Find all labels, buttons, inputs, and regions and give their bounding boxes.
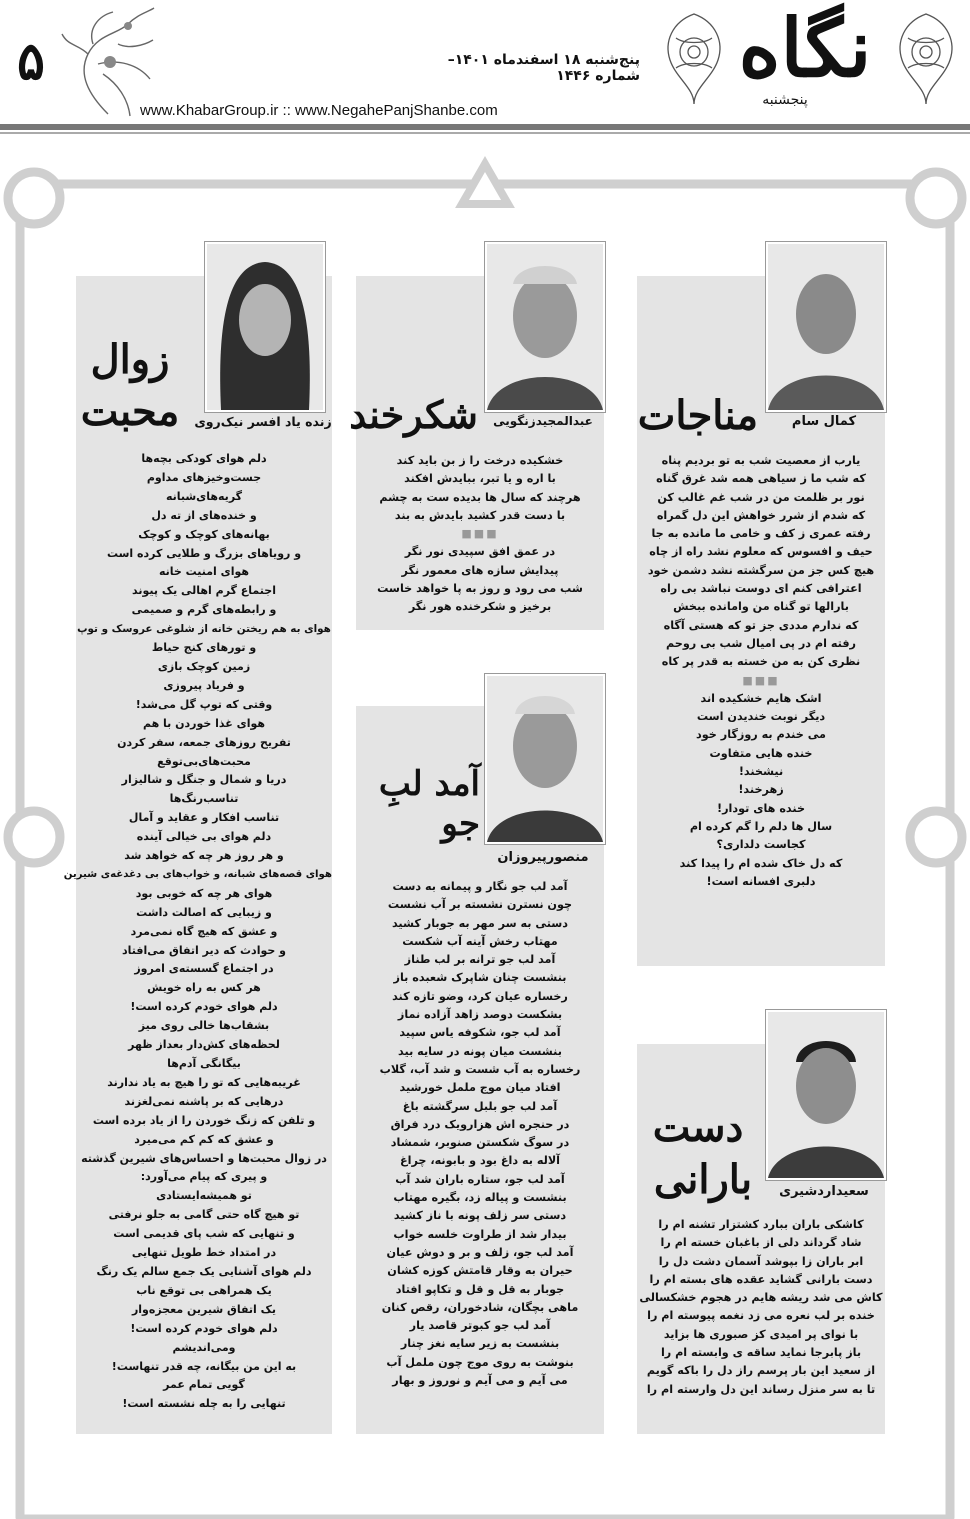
poem-line: رفته عمری ز کف و خامی ما مانده به جا (651, 527, 871, 541)
author-photo-kamal-sam (766, 242, 886, 412)
poem-line: آلاله به داغ بود و بابونه، چراغ (400, 1154, 560, 1168)
poem-line: با نوای پر امیدی کز صبوری ها بزاید (663, 1327, 859, 1341)
poem-line: ابر باران زا بپوشد آسمان دشت دل را (658, 1254, 864, 1268)
page-number: ۵ (17, 31, 45, 92)
poem-line: خنده بر لب نعره می زد نغمه پیوسته ام را (647, 1309, 875, 1323)
author-name-ardeshiri: سعیداردشیری (779, 1184, 869, 1199)
website-urls[interactable]: www.KhabarGroup.ir :: www.NegahePanjShanbe.com (140, 102, 498, 119)
poem-line: بنوشت به روی موج چون ململ آب (386, 1355, 574, 1369)
poem-line: مهتاب رخش آینه آب شکست (402, 934, 558, 948)
poem-line: به این من بیگانه، چه قدر تنهاست! (111, 1359, 297, 1373)
poem-line: و فریاد پیروزی (163, 678, 245, 692)
author-name-nikrouy: زنده یاد افسر نیک‌روی (194, 414, 332, 429)
portrait-placeholder-icon (768, 1012, 884, 1178)
poem-line: ماهی بچگان، شادخوران، رقص کنان (381, 1300, 579, 1314)
poem-body-zaval (63, 450, 332, 1414)
poem-body-shekarkhand (356, 452, 604, 617)
poem-line: کاشکی باران ببارد کشتزار تشنه ام را (658, 1218, 864, 1231)
poem-line: از سعید این بار پرسم راز دل را باکه گویم (646, 1364, 876, 1378)
poem-line: و پیری که پیام می‌آورد: (140, 1170, 268, 1184)
poem-line: نظری کن به من خسته به قدر پر کاه (661, 655, 861, 669)
poem-line: تو همیشه‌ایستادی (156, 1189, 252, 1203)
poem-line: و زیبایی که اصالت داشت (136, 905, 272, 919)
poem-line: با دست قدر کشید بایدش به بند (394, 508, 566, 522)
poem-line: و تلفن که زنگ خوردن را از یاد برده است (92, 1113, 316, 1127)
poem-line: که شدم از شرر خواهش این دل گمراه (656, 508, 866, 522)
poem-line: بارالها تو گناه من وامانده ببخش (673, 600, 849, 614)
author-name-pirouzan: منصورپیروزان (497, 850, 589, 865)
poem-line: تو هیچ گاه حتی گامی به جلو نرفتی (108, 1208, 300, 1222)
poem-line: بنشست چنان شاپرک شعبده باز (393, 971, 567, 985)
poem-line: و عشق که هیچ گاه نمی‌مرد (130, 924, 278, 938)
poem-line: هوای قصه‌های شبانه، و خواب‌های بی دغدغه‌ی شیرین (63, 868, 332, 880)
poem-line: اعترافی کنم ای دوست نباشد بی راه (660, 582, 862, 596)
poem-line: دست بارانی گشاید عقده های بسته ام را (649, 1272, 873, 1286)
portrait-placeholder-icon (207, 244, 323, 410)
poem-line: برخیز و شکرخنده هور نگر (408, 600, 552, 614)
portrait-placeholder-icon (768, 244, 884, 410)
poem-line: تفریح روزهای جمعه، سفر کردن (117, 735, 291, 749)
poem-line: سال ها دلم را گم کرده ام (689, 819, 833, 833)
poem-line: گریه‌های‌شبانه (165, 489, 243, 503)
poem-line: نیشخند! (738, 765, 784, 779)
poem-line: و رابطه‌های گرم و صمیمی (131, 603, 277, 617)
poem-line: در اجتماع گسسته‌ی امروز (134, 962, 274, 976)
poem-line: بیگانگی آدم‌ها (167, 1057, 241, 1070)
poem-line: دستی سر زلف پونه با ناز کشید (393, 1209, 567, 1223)
poem-line: هر کس به راه خویش (147, 981, 261, 995)
poem-title-amad: آمد لبِ جو (378, 764, 480, 844)
poem-line: و حوادث که دیر اتفاق می‌افتاد (122, 943, 286, 957)
poem-body-dast (637, 1216, 885, 1399)
poem-line: و عشق که کم کم می‌میرد (134, 1132, 274, 1146)
poem-line: دلم هوای بی خیالی آینده (136, 830, 272, 844)
poem-line: تنهایی را به چله نشسته است! (122, 1397, 286, 1411)
poem-line: دیگر نوبت خندیدن است (696, 710, 826, 724)
author-name-zangooee: عبدالمجیدزنگویی (493, 414, 593, 428)
poem-title-shekarkhand: شکرخند (349, 392, 478, 437)
poem-line: و رویاهای بزرگ و طلایی کرده است (106, 546, 302, 560)
poem-line: هوای به هم ریختن خانه از شلوغی عروسک و توپ (77, 623, 331, 636)
author-photo-zangooee (485, 242, 605, 412)
poem-line: بشکست دوصد زاهد آزاده نماز (397, 1008, 563, 1022)
poem-line: رخساره عیان کرد، وضو تازه کند (392, 989, 568, 1003)
poem-line: آمد لب جو کبوتر قاصد یار (409, 1319, 551, 1333)
section-separator: ■■■ (461, 527, 499, 541)
poem-line: افتاد میان موج ململ خورشید (399, 1081, 561, 1095)
poem-body-amad (356, 878, 604, 1390)
poem-line: آمد لب جو نگار و پیمانه به دست (392, 880, 568, 893)
portrait-placeholder-icon (487, 676, 603, 842)
poem-line: نور بر ظلمت من در شب غم غالب کن (657, 490, 865, 504)
poem-line: حیف و افسوس که معلوم نشد راه از چاه (649, 545, 873, 559)
poem-line: خشکیده درخت را ز بن باید کند (396, 454, 564, 467)
poem-line: هرچند که سال ها بدیده ست به چشم (379, 490, 581, 504)
poem-line: و خنده‌های از ته دل (151, 508, 257, 522)
author-photo-ardeshiri (766, 1010, 886, 1180)
poem-line: دستی به سر مهر به جوبار کشید (391, 916, 569, 930)
author-photo-nikrouy (205, 242, 325, 412)
poem-line: یک همراهی بی توقع ناب (136, 1283, 272, 1297)
poem-line: دلبری افسانه است! (706, 874, 816, 888)
poem-line: شب می رود و روز به پا خواهد خاست (377, 582, 583, 596)
poem-line: که شب ما ز سیاهی همه شد غرق گناه (656, 472, 866, 486)
poem-line: تا به سر منزل رساند این دل وارسته ام را (646, 1382, 876, 1396)
poem-line: آمد لب جو ترانه بر لب طناز (404, 953, 556, 967)
poem-line: در امتداد خط طویل تنهایی (131, 1246, 277, 1260)
poem-line: بنشست و پیاله زد، بگیره مهتاب (393, 1191, 567, 1205)
poem-line: زهرخند! (738, 783, 784, 797)
header-divider (0, 124, 970, 130)
poem-line: دلم هوای خودم کرده است! (130, 1321, 278, 1335)
poem-line: اجتماع گرم اهالی یک پیوند (131, 584, 276, 598)
poem-line: خنده هایی متفاوت (709, 746, 813, 760)
poem-line: با اره و یا تبر، ببایدش افکند (404, 472, 556, 486)
poem-line: رخساره به آب شست و شد آب، گلاب (379, 1062, 581, 1076)
section-separator: ■■■ (742, 673, 780, 687)
poem-line: دلم هوای آشنایی یک جمع سالم یک رنگ (96, 1264, 312, 1278)
poem-line: و تنهایی که شب پای قدیمی است (113, 1227, 295, 1241)
poem-line: آمد لب جو، ستاره باران شد آب (395, 1172, 565, 1186)
poem-line: آمد لب جو، شکوفه یاس سپید (399, 1026, 561, 1040)
poem-line: تناسب افکار و عقاید و آمال (128, 811, 280, 825)
poem-line: آمد لب جو بلبل سرگشته باغ (402, 1099, 558, 1113)
poem-line: هوای امنیت خانه (158, 565, 250, 579)
poem-body-monajat (637, 452, 885, 891)
poem-line: دلم هوای کودکی بچه‌ها (141, 452, 267, 465)
author-photo-pirouzan (485, 674, 605, 844)
author-name-kamal-sam: کمال سام (791, 414, 857, 429)
poem-line: در عمق افق سپیدی نور نگر (404, 545, 556, 559)
poem-line: یارب از معصیت شب به تو بردیم پناه (661, 454, 861, 467)
poem-line: که دل خاک شده ام را پیدا کند (679, 856, 843, 870)
poem-line: غریبه‌هایی که تو را هیچ به یاد ندارند (107, 1075, 301, 1089)
poem-title-zaval-line2: محبت (80, 388, 180, 435)
logo-ornament-right (888, 8, 964, 108)
poem-line: اشک هایم خشکیده اند (700, 691, 822, 705)
poem-line: هوای هر چه که خوبی بود (135, 886, 273, 900)
poem-line: باز پابرجا نماید ساقه ی وابسته ام را (660, 1346, 862, 1360)
poem-line: خنده های تودار! (716, 801, 806, 815)
poem-line: پیدایش سازه های معمور نگر (401, 563, 559, 577)
poem-line: محبت‌های‌بی‌توقع (157, 754, 251, 768)
newspaper-logo: نگاه (738, 1, 872, 95)
poem-title-dast-line2: بارانی (653, 1156, 753, 1203)
poem-line: بهانه‌های کوچک و کوچک (138, 527, 270, 541)
poem-title-dast-line1: دست (652, 1104, 744, 1151)
poem-line: زمین کوچک بازی (157, 659, 251, 673)
poem-line: می آیم و می آیم و نوروز و بهار (392, 1374, 568, 1388)
poem-line: جوبار به قل و قل و تکاپو افتاد (395, 1282, 565, 1296)
poem-line: بنشست به زیر سایه نغز چنار (400, 1337, 560, 1351)
poem-line: تناسب‌رنگ‌ها (169, 792, 239, 806)
poem-line: که ندارم مددی جز تو که هستی آگاه (663, 618, 859, 632)
poem-title-monajat: مناجات (637, 392, 758, 439)
poem-line: جست‌وخیزهای مداوم (146, 470, 262, 484)
poem-line: شاد گرداند دلی از باغبان خسته ام را (660, 1236, 862, 1250)
logo-ornament-left (656, 8, 732, 108)
poem-line: رفته ام در پی امیال شب بی روحم (666, 636, 856, 650)
poem-line: گویی تمام عمر (163, 1378, 245, 1392)
poem-line: چون نسترن نشسته بر آب نشست (387, 898, 573, 912)
poem-line: حیران به وقار قامتش کوزه کشان (387, 1264, 573, 1278)
poem-line: و هر روز هر چه که خواهد شد (124, 849, 284, 863)
poem-line: در حنجره اش هزارویک درد فراق (390, 1117, 570, 1131)
poem-line: بنشست میان پونه در سایه بید (398, 1044, 562, 1058)
poem-line: آمد لب جو، زلف و بر و دوش عیان (386, 1245, 574, 1259)
newspaper-logo-subtitle: پنجشنبه (762, 92, 808, 108)
header-divider-thin (0, 132, 970, 134)
portrait-placeholder-icon (487, 244, 603, 410)
poem-line: در سوگ شکستن صنوبر، شمشاد (390, 1136, 570, 1150)
poem-line: در زوال محبت‌ها و احساس‌های شیرین گذشته (81, 1151, 327, 1165)
poem-line: بشقاب‌ها خالی روی میز (138, 1019, 270, 1033)
poem-line: کاش می شد ریشه هایم در هجوم خشکسالی (639, 1291, 883, 1305)
issue-line: پنج‌شنبه ۱۸ اسفندماه ۱۴۰۱– شماره ۱۴۴۶ (447, 52, 640, 84)
poem-line: دلم هوای خودم کرده است! (130, 1000, 278, 1014)
poem-line: کجاست دلداری؟ (716, 838, 806, 852)
poem-title-zaval-line1: زوال (90, 336, 170, 383)
poem-line: هوای غذا خوردن با هم (142, 716, 266, 730)
poem-line: هیچ کس جز من سرگشته نشد دشمن خود (647, 563, 875, 577)
poem-line: لحظه‌های کش‌دار بعداز ظهر (128, 1038, 280, 1052)
poem-line: وقتی که توپ گل می‌شد! (135, 697, 273, 711)
poem-line: ومی‌اندیشم (172, 1340, 236, 1354)
poem-line: دریا و شمال و جنگل و شالیزار (121, 773, 287, 787)
poem-line: درهایی که بر پاشنه نمی‌لغزند (124, 1094, 284, 1108)
poem-line: و تورهای کنج حیاط (151, 641, 257, 655)
poem-line: بیدار شد از طراوت خلسه خواب (393, 1227, 567, 1241)
poem-line: یک اتفاق شیرین معجزه‌وار (131, 1302, 277, 1316)
poem-line: می خندم به روزگار خود (696, 728, 826, 742)
